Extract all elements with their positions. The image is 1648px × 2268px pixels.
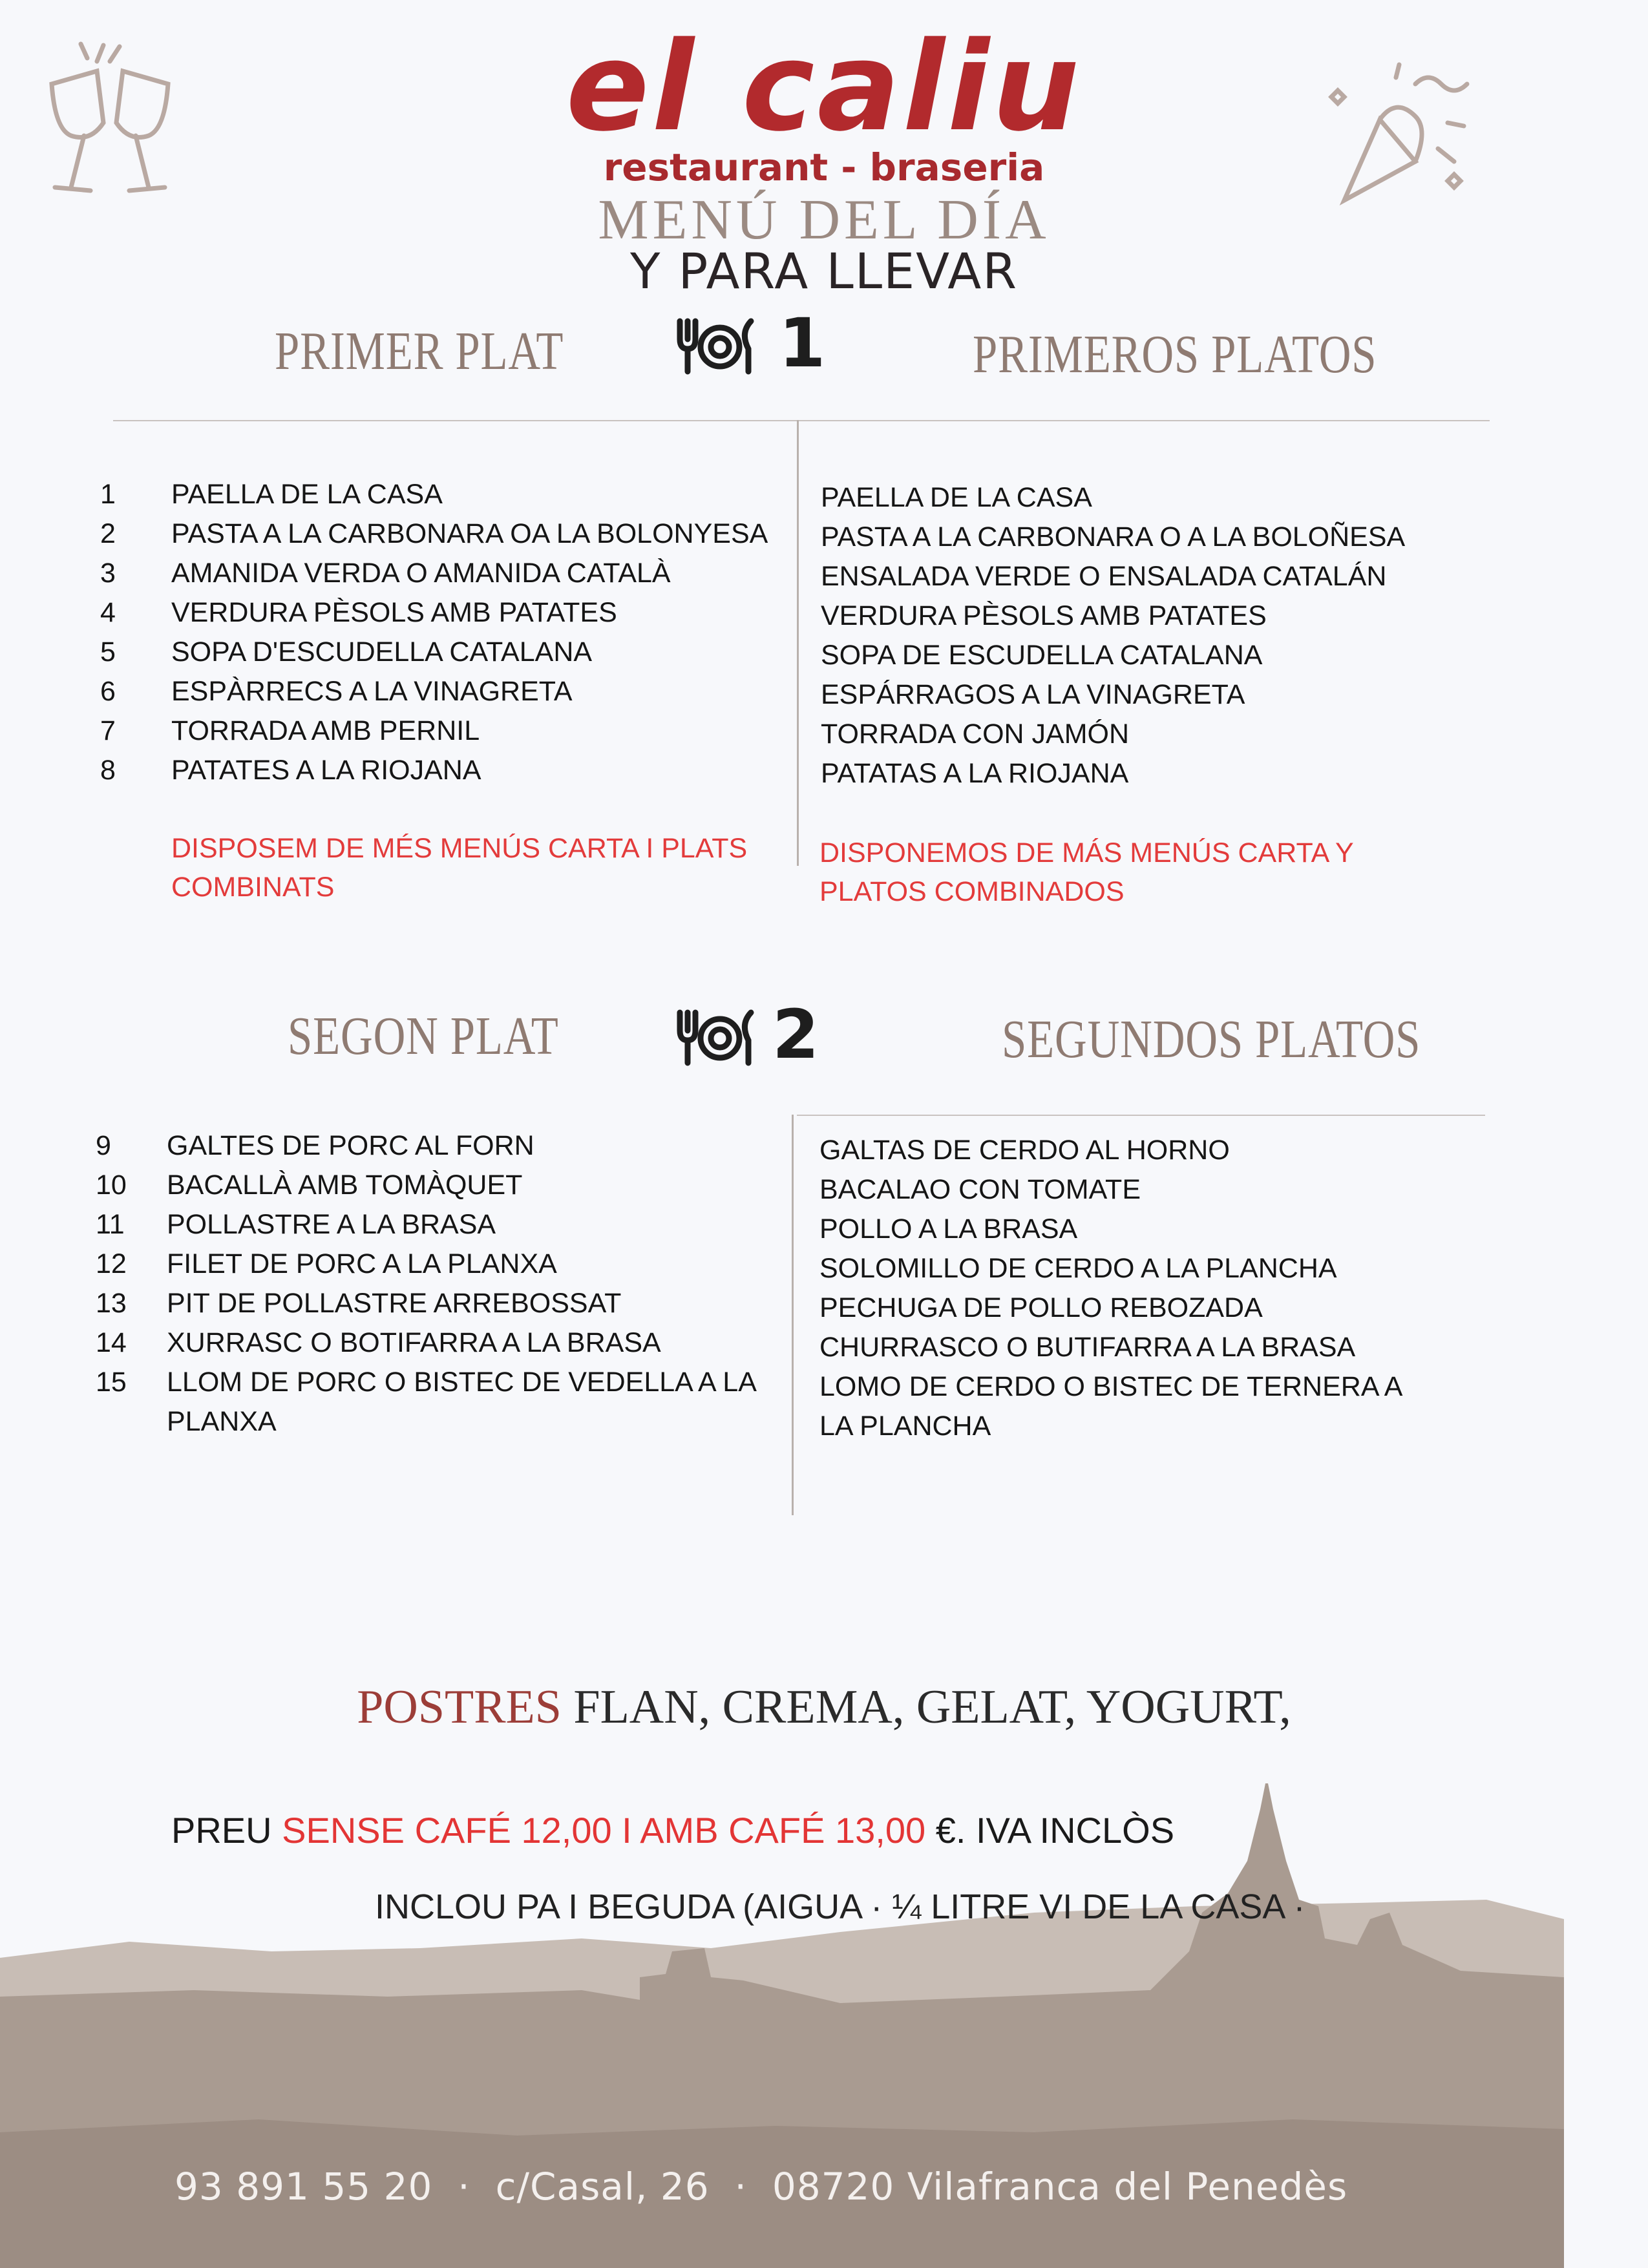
price-value: SENSE CAFÉ 12,00 I AMB CAFÉ 13,00 bbox=[282, 1810, 926, 1851]
course1-note-ca: DISPOSEM DE MÉS MENÚS CARTA I PLATS COMBINATS bbox=[171, 833, 748, 903]
list-item: TORRADA CON JAMÓN bbox=[821, 719, 1130, 750]
list-item: 9 GALTES DE PORC AL FORN bbox=[96, 1130, 534, 1161]
list-item: 15 LLOM DE PORC O BISTEC DE VEDELLA A LA PLANXA bbox=[96, 1367, 755, 1437]
list-item: PATATAS A LA RIOJANA bbox=[821, 758, 1129, 789]
list-item: 14 XURRASC O BOTIFARRA A LA BRASA bbox=[96, 1327, 661, 1358]
list-item: PAELLA DE LA CASA bbox=[821, 482, 1092, 513]
course1-list-es bbox=[821, 478, 1532, 793]
list-item: PECHUGA DE POLLO REBOZADA bbox=[819, 1292, 1263, 1323]
list-item: BACALAO CON TOMATE bbox=[819, 1174, 1141, 1205]
restaurant-logo: el caliu bbox=[565, 16, 1083, 158]
course1-title-ca: PRIMER PLAT bbox=[275, 321, 564, 381]
course1-column-divider bbox=[797, 420, 799, 866]
street-address: c/Casal, 26 bbox=[495, 2165, 710, 2209]
list-item: SOPA DE ESCUDELLA CATALANA bbox=[821, 640, 1263, 671]
cutlery-icon bbox=[672, 1005, 763, 1069]
includes-line: INCLOU PA I BEGUDA (AIGUA · ¼ LITRE VI DE LA CASA · bbox=[375, 1887, 1305, 1926]
list-item: 12 FILET DE PORC A LA PLANXA bbox=[96, 1248, 557, 1279]
list-item: 4 VERDURA PÈSOLS AMB PATATES bbox=[100, 597, 617, 628]
list-item: 1 PAELLA DE LA CASA bbox=[100, 479, 443, 510]
contact-footer: 93 891 55 20 · c/Casal, 26 · 08720 Vilafranca del Penedès bbox=[174, 2165, 1348, 2209]
course2-list-es bbox=[819, 1131, 1440, 1446]
list-item: 7 TORRADA AMB PERNIL bbox=[100, 715, 480, 746]
list-item: 13 PIT DE POLLASTRE ARREBOSSAT bbox=[96, 1288, 622, 1319]
list-item: SOLOMILLO DE CERDO A LA PLANCHA bbox=[819, 1253, 1337, 1284]
list-item: 10 BACALLÀ AMB TOMÀQUET bbox=[96, 1170, 523, 1201]
course2-title-es: SEGUNDOS PLATOS bbox=[1002, 1009, 1421, 1069]
price-label: PREU bbox=[171, 1810, 272, 1851]
desserts-label: POSTRES bbox=[357, 1681, 562, 1734]
cutlery-icon bbox=[672, 313, 763, 378]
course1-divider bbox=[113, 420, 1490, 421]
list-item: 8 PATATES A LA RIOJANA bbox=[100, 755, 481, 786]
list-item: ESPÁRRAGOS A LA VINAGRETA bbox=[821, 679, 1245, 710]
desserts-items: FLAN, CREMA, GELAT, YOGURT, bbox=[573, 1681, 1291, 1734]
course2-title-ca: SEGON PLAT bbox=[288, 1006, 559, 1066]
restaurant-subtitle: restaurant - braseria bbox=[603, 145, 1045, 189]
course2-list-ca bbox=[96, 1126, 781, 1442]
price-suffix: €. IVA INCLÒS bbox=[935, 1810, 1175, 1851]
list-item: VERDURA PÈSOLS AMB PATATES bbox=[821, 600, 1267, 631]
phone-number: 93 891 55 20 bbox=[174, 2165, 433, 2209]
course2-column-divider bbox=[792, 1115, 794, 1515]
list-item: ENSALADA VERDE O ENSALADA CATALÁN bbox=[821, 561, 1387, 592]
menu-title: MENÚ DEL DÍA bbox=[598, 189, 1050, 251]
list-item: GALTAS DE CERDO AL HORNO bbox=[819, 1135, 1230, 1166]
price-line bbox=[171, 1809, 1174, 1851]
list-item: 3 AMANIDA VERDA O AMANIDA CATALÀ bbox=[100, 558, 671, 589]
city-address: 08720 Vilafranca del Penedès bbox=[772, 2165, 1348, 2209]
desserts-line bbox=[0, 1680, 1648, 1735]
list-item: 5 SOPA D'ESCUDELLA CATALANA bbox=[100, 636, 593, 667]
list-item: PASTA A LA CARBONARA O A LA BOLOÑESA bbox=[821, 521, 1406, 552]
course2-divider bbox=[797, 1115, 1485, 1116]
list-item: LOMO DE CERDO O BISTEC DE TERNERA A LA PLANCHA bbox=[819, 1371, 1402, 1442]
course1-note-es: DISPONEMOS DE MÁS MENÚS CARTA Y PLATOS COMBINADOS bbox=[819, 837, 1353, 907]
list-item: 11 POLLASTRE A LA BRASA bbox=[96, 1209, 496, 1240]
course2-number: 2 bbox=[772, 995, 819, 1074]
course1-list-ca bbox=[100, 475, 785, 790]
list-item: 6 ESPÀRRECS A LA VINAGRETA bbox=[100, 676, 573, 707]
list-item: CHURRASCO O BUTIFARRA A LA BRASA bbox=[819, 1332, 1356, 1363]
list-item: 2 PASTA A LA CARBONARA OA LA BOLONYESA bbox=[100, 518, 768, 549]
course1-title-es: PRIMEROS PLATOS bbox=[973, 324, 1377, 384]
course1-number: 1 bbox=[779, 304, 826, 383]
list-item: POLLO A LA BRASA bbox=[819, 1213, 1078, 1244]
menu-subtitle: Y PARA LLEVAR bbox=[629, 242, 1019, 300]
